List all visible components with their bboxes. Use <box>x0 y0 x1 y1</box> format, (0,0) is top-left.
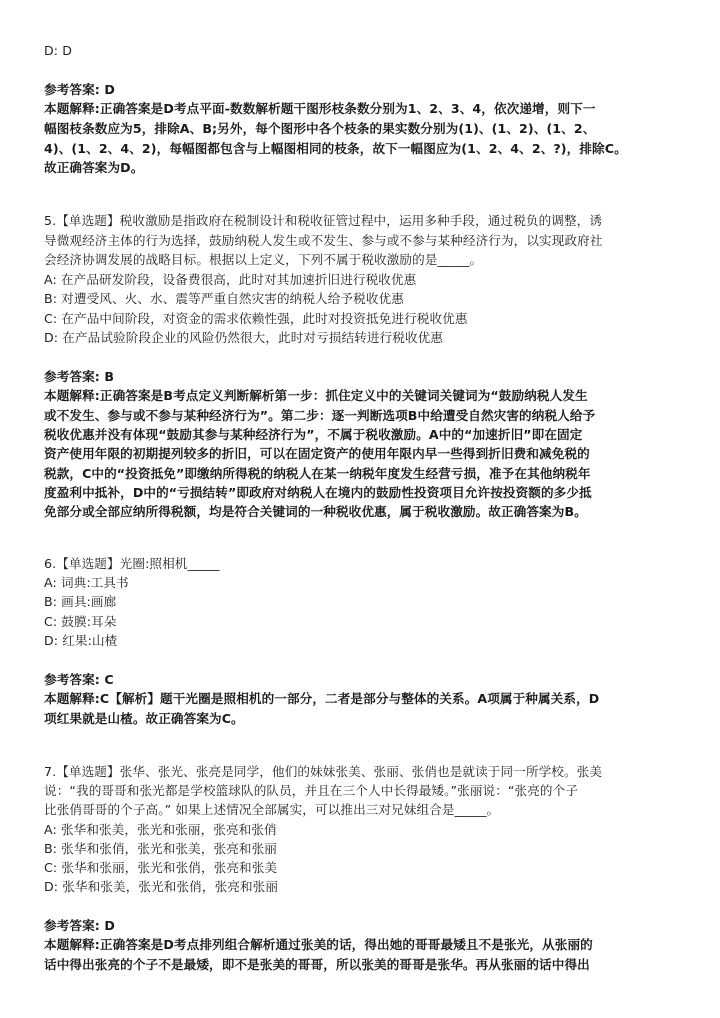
option-b: B: 对遭受风、火、水、震等严重自然灾害的纳税人给予税收优惠 <box>44 291 404 306</box>
option-b: B: 画具:画廊 <box>44 594 117 609</box>
option-c: C: 鼓膜:耳朵 <box>44 614 117 629</box>
explanation-line: 税款，C中的“投资抵免”即缴纳所得税的纳税人在某一纳税年度发生经营亏损，准予在其他纳税年 <box>44 466 591 481</box>
explanation-line: 或不发生、参与或不参与某种经济行为”。第二步：逐一判断选项B中给遭受自然灾害的纳税人给予 <box>44 408 596 423</box>
answer-label: 参考答案: D <box>44 918 115 933</box>
question-text: 5.【单选题】税收激励是指政府在税制设计和税收征管过程中，运用多种手段，通过税负的调整，诱 <box>44 213 603 228</box>
question-text: 导微观经济主体的行为选择，鼓励纳税人发生或不发生、参与或不参与某种经济行为，以实现政府社 <box>44 233 603 248</box>
question-text: 7.【单选题】张华、张光、张亮是同学，他们的妹妹张美、张丽、张俏也是就读于同一所学校。张美 <box>44 764 603 779</box>
option-d: D: 在产品试验阶段企业的风险仍然很大，此时对亏损结转进行税收优惠 <box>44 330 444 345</box>
option-a: A: 词典:工具书 <box>44 575 129 590</box>
question-text: 会经济协调发展的战略目标。根据以上定义，下列不属于税收激励的是_____。 <box>44 252 483 267</box>
explanation-line: 税收优惠并没有体现“鼓励其参与某种经济行为”，不属于税收激励。A中的“加速折旧”即在固定 <box>44 427 583 442</box>
explanation-line: 话中得出张亮的个子不是最矮，即不是张美的哥哥，所以张美的哥哥是张华。再从张丽的话中得出 <box>44 957 590 972</box>
explanation-line: 度盈利中抵补，D中的“亏损结转”即政府对纳税人在境内的鼓励性投资项目允许按投资额的多少抵 <box>44 485 592 500</box>
explanation-line: 本题解释:正确答案是D考点排列组合解析通过张美的话，得出她的哥哥最矮且不是张光，从张丽的 <box>44 937 593 952</box>
option-b: B: 张华和张俏，张光和张美，张亮和张丽 <box>44 841 277 856</box>
explanation-line: 本题解释:C【解析】题干光圈是照相机的一部分，二者是部分与整体的关系。A项属于种属关系，D <box>44 691 600 706</box>
option-a: A: 张华和张美，张光和张丽，张亮和张俏 <box>44 822 277 837</box>
question-text: 6.【单选题】光圈:照相机_____ <box>44 556 220 571</box>
option-c: C: 在产品中间阶段，对资金的需求依赖性强，此时对投资抵免进行税收优惠 <box>44 311 468 326</box>
explanation-line: 本题解释:正确答案是D考点平面-数数解析题干图形枝条数分别为1、2、3、4，依次递增，则下一 <box>44 101 596 116</box>
option-d: D: 红果:山楂 <box>44 633 118 648</box>
answer-label: 参考答案: B <box>44 369 115 384</box>
option-a: A: 在产品研发阶段，设备费很高，此时对其加速折旧进行税收优惠 <box>44 272 417 287</box>
explanation-line: 资产使用年限的初期提列较多的折旧，可以在固定资产的使用年限内早一些得到折旧费和减免税的 <box>44 446 590 461</box>
explanation-line: 项红果就是山楂。故正确答案为C。 <box>44 711 244 726</box>
answer-label: 参考答案: D <box>44 82 115 97</box>
explanation-line: 本题解释:正确答案是B考点定义判断解析第一步：抓住定义中的关键词关键词为“鼓励纳税人发生 <box>44 388 588 403</box>
explanation-line: 故正确答案为D。 <box>44 160 144 175</box>
question-text: 比张俏哥哥的个子高。” 如果上述情况全部属实，可以推出三对兄妹组合是_____。 <box>44 802 500 817</box>
explanation-line: 免部分或全部应纳所得税额，均是符合关键词的一种税收优惠，属于税收激励。故正确答案为B。 <box>44 504 587 519</box>
question-text: 说：“我的哥哥和张光都是学校篮球队的队员，并且在三个人中长得最矮。”张丽说：“张亮的个子 <box>44 783 579 798</box>
option-c: C: 张华和张丽，张光和张俏，张亮和张美 <box>44 860 278 875</box>
option-d: D: 张华和张美，张光和张俏，张亮和张丽 <box>44 879 279 894</box>
option-line: D: D <box>44 43 73 58</box>
explanation-line: 4)、(1、2、4、2)，每幅图都包含与上幅图相同的枝条，故下一幅图应为(1、2、4、2、?)，排除C。 <box>44 141 627 156</box>
explanation-line: 幅图枝条数应为5，排除A、B;另外，每个图形中各个枝条的果实数分别为(1)、(1、2)、(1、2、 <box>44 121 596 136</box>
answer-label: 参考答案: C <box>44 672 114 687</box>
